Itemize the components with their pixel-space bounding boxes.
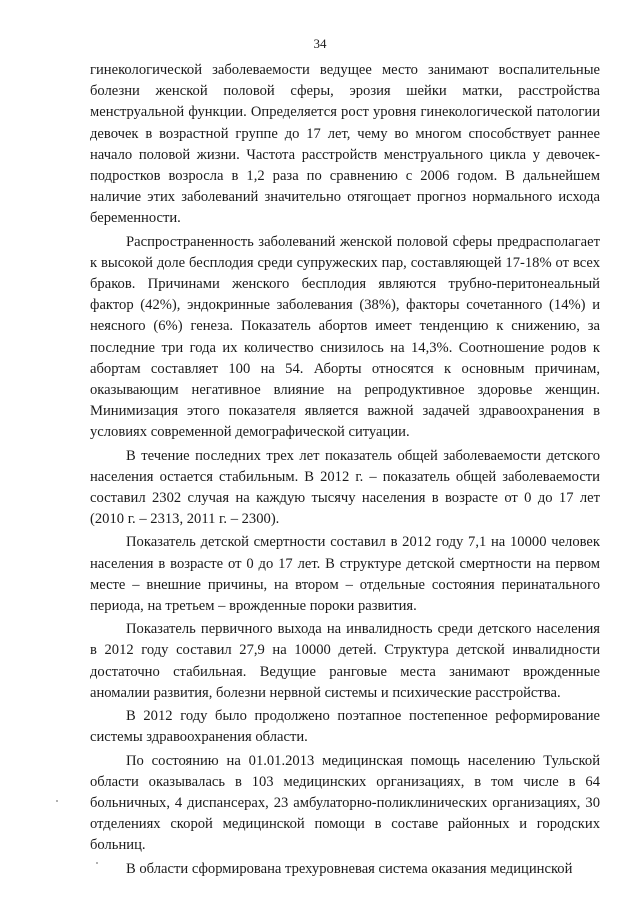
page-number: 34 <box>313 36 327 51</box>
paragraph-reform: В 2012 году было продолжено поэтапное постепенное реформирование системы здравоохранения области. <box>90 708 600 746</box>
paragraph-infertility-abortions: Распространенность заболеваний женской половой сферы предрасполагает к высокой доле бесплодия среди супружеских пар, составляющей 17-18% от всех браков. Причинами женского бесплодия являются трубно-перитонеальный фактор (42%), эндокринные заболевания (38%), факторы сочетанного (14%) и неясного (6%) генеза. Показатель абортов имеет тенденцию к снижению, за последние три года их количество снизилось на 14,3%. Соотношение родов к абортам составляет 100 на 54. Аборты относятся к основным причинам, оказывающим негативное влияние на репродуктивное здоровье женщин. Минимизация этого показателя является важной задачей здравоохранения в условиях современной демографической ситуации. <box>90 233 600 441</box>
paragraph-child-morbidity: В течение последних трех лет показатель общей заболеваемости детского населения остается стабильным. В 2012 г. – показатель общей заболеваемости составил 2302 случая на каждую тысячу населения в возрасте от 0 до 17 лет (2010 г. – 2313, 2011 г. – 2300). <box>90 447 600 528</box>
paragraph-child-disability: Показатель первичного выхода на инвалидность среди детского населения в 2012 году составил 27,9 на 10000 детей. Структура детской инвалидности достаточно стабильная. Ведущие ранговые места занимают врожденные аномалии развития, болезни нервной системы и психические расстройства. <box>90 621 600 701</box>
paragraph-gynecology-continued: гинекологической заболеваемости ведущее место занимают воспалительные болезни женской половой сферы, эрозия шейки матки, расстройства менструальной функции. Определяется рост уровня гинекологической патологии девочек в возрастной группе до 17 лет, чему во многом способствует раннее начало половой жизни. Частота расстройств менструального цикла у девочек-подростков возросла в 1,2 раза по сравнению с 2006 годом. В дальнейшем наличие этих заболеваний значительно отягощает прогноз нормального исхода беременности. <box>90 62 600 227</box>
document-body <box>90 60 600 880</box>
paragraph-medical-organizations: По состоянию на 01.01.2013 медицинская помощь населению Тульской области оказывалась в 103 медицинских организациях, в том числе в 64 больничных, 4 диспансерах, 23 амбулаторно-поликлинических организациях, 30 отделениях скорой медицинской помощи в составе районных и городских больниц. <box>90 752 600 854</box>
paragraph-child-mortality: Показатель детской смертности составил в 2012 году 7,1 на 10000 человек населения в возрасте от 0 до 17 лет. В структуре детской смертности на первом месте – внешние причины, на втором – отдельные состояния перинатального периода, на третьем – врожденные пороки развития. <box>90 534 600 615</box>
scan-speck <box>96 862 98 864</box>
paragraph-three-level-system: В области сформирована трехуровневая система оказания медицинской <box>126 860 573 877</box>
scan-speck <box>56 800 58 802</box>
